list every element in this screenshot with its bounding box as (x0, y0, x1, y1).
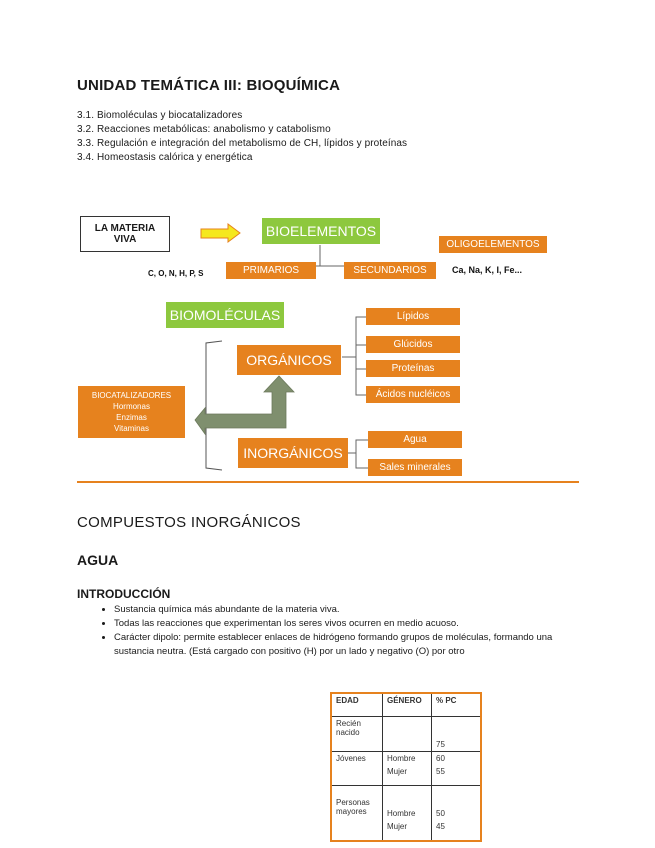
cell-genero: Hombre (383, 786, 432, 821)
yellow-arrow (201, 224, 240, 242)
cell-pc: 75 (436, 740, 445, 749)
page-title: UNIDAD TEMÁTICA III: BIOQUÍMICA (77, 77, 341, 94)
toc-item: 3.3. Regulación e integración del metabolismo de CH, lípidos y proteínas (77, 138, 408, 149)
cell-genero: Mujer (383, 820, 432, 841)
table-row (331, 752, 481, 766)
glucidos-box: Glúcidos (366, 336, 460, 353)
organicos-box: ORGÁNICOS (237, 345, 341, 375)
col-header-genero: GÉNERO (383, 693, 432, 717)
cell-pc: 60 (432, 752, 482, 766)
toc-item: 3.1. Biomoléculas y biocatalizadores (77, 110, 243, 121)
bioelementos-box: BIOELEMENTOS (262, 218, 380, 244)
cell-pc: 45 (436, 822, 445, 831)
table-row (331, 765, 481, 786)
cell-pc: 55 (436, 767, 445, 776)
proteinas-box: Proteínas (366, 360, 460, 377)
agua-box: Agua (368, 431, 462, 448)
primarios-box: PRIMARIOS (226, 262, 316, 279)
biomoleculas-box: BIOMOLÉCULAS (166, 302, 284, 328)
cell-genero: Mujer (383, 765, 432, 786)
acidos-nucleicos-box: Ácidos nucléicos (366, 386, 460, 403)
cell-edad (331, 765, 383, 786)
grey-arrow (195, 376, 294, 434)
cell-genero (383, 717, 432, 752)
lipidos-box: Lípidos (366, 308, 460, 325)
section-title: COMPUESTOS INORGÁNICOS (77, 514, 301, 531)
cell-genero: Hombre (383, 752, 432, 766)
list-item: • Carácter dipolo: permite establecer enlaces de hidrógeno formando grupos de moléculas, formando una sustancia neutra. (Está cargado con positivo (H) por un lado y negativo (O) por otro (114, 631, 594, 659)
intro-heading: INTRODUCCIÓN (77, 587, 171, 601)
biocat-title: BIOCATALIZADORES (91, 391, 172, 400)
list-item: • Todas las reacciones que experimentan los seres vivos ocurren en medio acuoso. (114, 617, 594, 631)
table-row (331, 786, 481, 821)
inorganicos-box: INORGÁNICOS (238, 438, 348, 468)
cell-edad (331, 820, 383, 841)
cell-edad: Personas mayores (331, 786, 383, 821)
col-header-edad: EDAD (331, 693, 383, 717)
toc-item: 3.4. Homeostasis calórica y energética (77, 152, 253, 163)
cell-pc: 50 (432, 786, 482, 821)
materia-viva-box: LA MATERIA VIVA (80, 216, 170, 252)
list-item: • Sustancia química más abundante de la materia viva. (114, 603, 594, 617)
table-row (331, 820, 481, 841)
sales-minerales-box: Sales minerales (368, 459, 462, 476)
oligo-list: Ca, Na, K, I, Fe... (452, 265, 523, 275)
water-percentage-table (330, 692, 482, 842)
table-header-row (331, 693, 481, 717)
biocat-item: Vitaminas (114, 424, 149, 433)
section-divider (77, 481, 579, 483)
secundarios-box: SECUNDARIOS (344, 262, 436, 279)
biocatalizadores-box (78, 386, 185, 438)
cell-edad: Recién nacido (331, 717, 383, 752)
toc-item: 3.2. Reacciones metabólicas: anabolismo y catabolismo (77, 124, 331, 135)
subsection-title: AGUA (77, 552, 119, 568)
intro-list (94, 603, 594, 659)
biocat-item: Hormonas (113, 402, 150, 411)
cell-edad: Jóvenes (331, 752, 383, 766)
oligoelementos-box: OLIGOELEMENTOS (439, 236, 547, 253)
table-row (331, 717, 481, 752)
biocat-item: Enzimas (116, 413, 147, 422)
col-header-pc: % PC (432, 693, 482, 717)
primarios-list: C, O, N, H, P, S (148, 269, 204, 278)
